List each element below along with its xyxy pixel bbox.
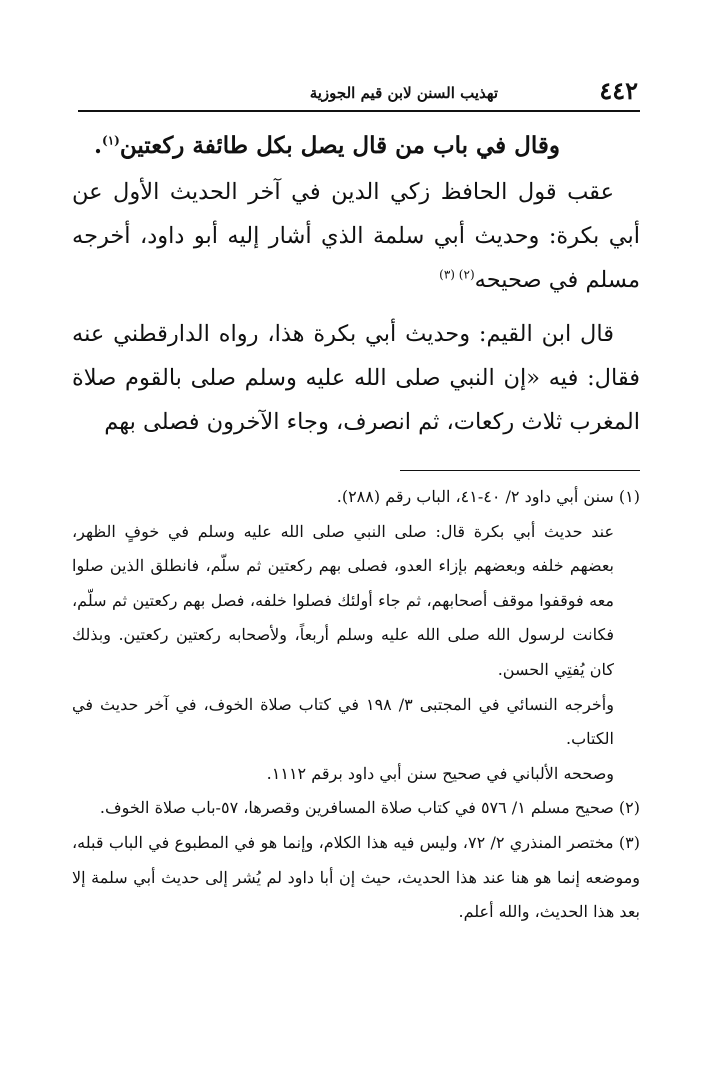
- paragraph-1-footnote-refs: (٢) (٣): [439, 267, 475, 282]
- heading-footnote-ref: (١): [102, 133, 120, 148]
- footnote-3: (٣) مختصر المنذري ٢/ ٧٢، وليس فيه هذا الكلام، وإنما هو في المطبوع في الباب قبله، وموضعه إنما هو هنا عند هذا الحديث، حيث إن أبا داود لم يُشر إلى حديث أبي سلمة إلا بعد هذا الحديث، والله أعلم.: [72, 832, 641, 922]
- section-heading: [72, 124, 640, 168]
- paragraph-2: قال ابن القيم: وحديث أبي بكرة هذا، رواه الدارقطني عنه فقال: فيه «إن النبي صلى الله عليه وسلم صلى بالقوم صلاة المغرب ثلاث ركعات، ثم انصرف، وجاء الآخرون فصلى بهم: [72, 321, 640, 435]
- footnote-2: (٢) صحيح مسلم ١/ ٥٧٦ في كتاب صلاة المسافرين وقصرها، ٥٧-باب صلاة الخوف.: [99, 798, 640, 818]
- footnote-1: (١) سنن أبي داود ٢/ ٤٠-٤١، الباب رقم (٢٨٨).: [336, 487, 640, 506]
- running-title: تهذيب السنن لابن قيم الجوزية: [309, 84, 498, 102]
- paragraph-1: [72, 170, 640, 302]
- main-text: [72, 124, 640, 444]
- footnote-1-nasai: وأخرجه النسائي في المجتبى ٣/ ١٩٨ في كتاب صلاة الخوف، في آخر حديث في الكتاب.: [72, 694, 614, 749]
- paragraph-1-text: عقب قول الحافظ زكي الدين في آخر الحديث الأول عن أبي بكرة: وحديث أبي سلمة الذي أشار إليه أبو داود، أخرجه مسلم في صحيحه: [72, 179, 640, 293]
- heading-text: وقال في باب من قال يصل بكل طائفة ركعتين: [119, 132, 560, 159]
- footnote-rule: [400, 470, 640, 471]
- footnotes: [72, 480, 640, 930]
- page-header: [78, 76, 638, 108]
- page-number: ٤٤٢: [599, 76, 638, 105]
- heading-period: .: [94, 132, 103, 159]
- footnote-1-text: عند حديث أبي بكرة قال: صلى النبي صلى الله عليه وسلم في خوفٍ الظهر، بعضهم خلفه وبعضهم بإزاء العدو، فصلى بهم ركعتين ثم سلّم، فانطلق الذين صلوا معه فوقفوا موقف أصحابهم، ثم جاء أولئك فصلوا خلفه، فصل بهم ركعتين ثم سلّم، فكانت لرسول الله صلى الله عليه وسلم أربعاً، ولأصحابه ركعتين ركعتين. وبذلك كان يُفتِي الحسن.: [72, 521, 614, 679]
- footnote-1-albani: وصححه الألباني في صحيح سنن أبي داود برقم ١١١٢.: [266, 763, 614, 783]
- header-rule: [78, 110, 640, 112]
